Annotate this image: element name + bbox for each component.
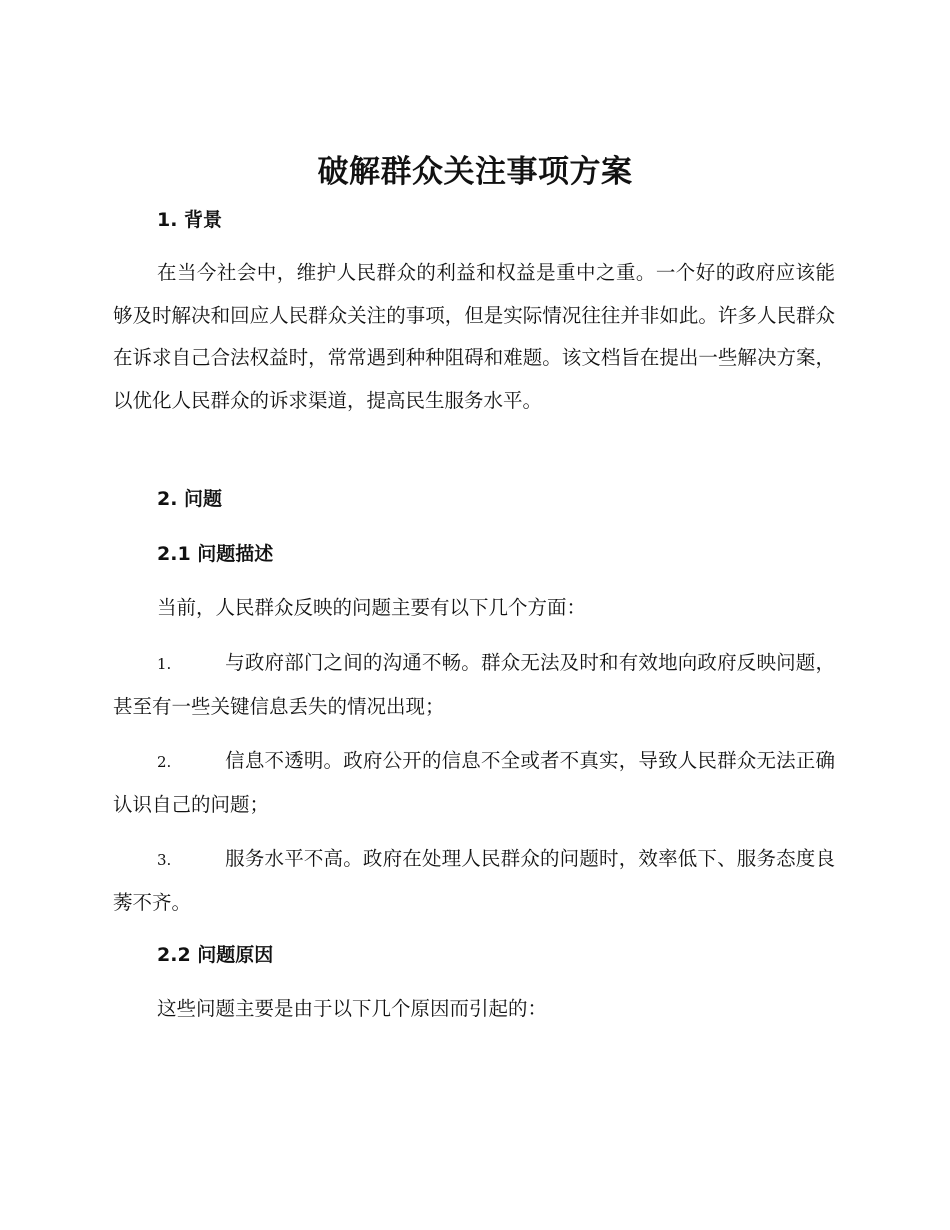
subsection-heading-problem-description: 2.1 问题描述 bbox=[157, 543, 274, 565]
list-item bbox=[113, 642, 835, 728]
document-title: 破解群众关注事项方案 bbox=[317, 154, 633, 190]
list-item-number: 1. bbox=[157, 655, 172, 673]
problem-description-intro: 当前，人民群众反映的问题主要有以下几个方面： bbox=[157, 596, 587, 619]
list-item-text: 信息不透明。政府公开的信息不全或者不真实，导致人民群众无法正确认识自己的问题； bbox=[113, 749, 835, 816]
list-item-number: 3. bbox=[157, 851, 172, 869]
list-item-number: 2. bbox=[157, 753, 172, 771]
list-item bbox=[113, 838, 835, 924]
list-item-text: 与政府部门之间的沟通不畅。群众无法及时和有效地向政府反映问题，甚至有一些关键信息丢失的情况出现； bbox=[113, 651, 835, 718]
list-item-text: 服务水平不高。政府在处理人民群众的问题时，效率低下、服务态度良莠不齐。 bbox=[113, 847, 835, 914]
section-heading-problem: 2. 问题 bbox=[157, 488, 223, 510]
background-paragraph: 在当今社会中，维护人民群众的利益和权益是重中之重。一个好的政府应该能够及时解决和回应人民群众关注的事项，但是实际情况往往并非如此。许多人民群众在诉求自己合法权益时，常常遇到种种阻碍和难题。该文档旨在提出一些解决方案，以优化人民群众的诉求渠道，提高民生服务水平。 bbox=[113, 261, 835, 412]
subsection-heading-problem-cause: 2.2 问题原因 bbox=[157, 944, 274, 966]
list-item bbox=[113, 740, 835, 826]
section-heading-background: 1. 背景 bbox=[157, 209, 223, 231]
problem-cause-intro: 这些问题主要是由于以下几个原因而引起的： bbox=[157, 997, 548, 1020]
